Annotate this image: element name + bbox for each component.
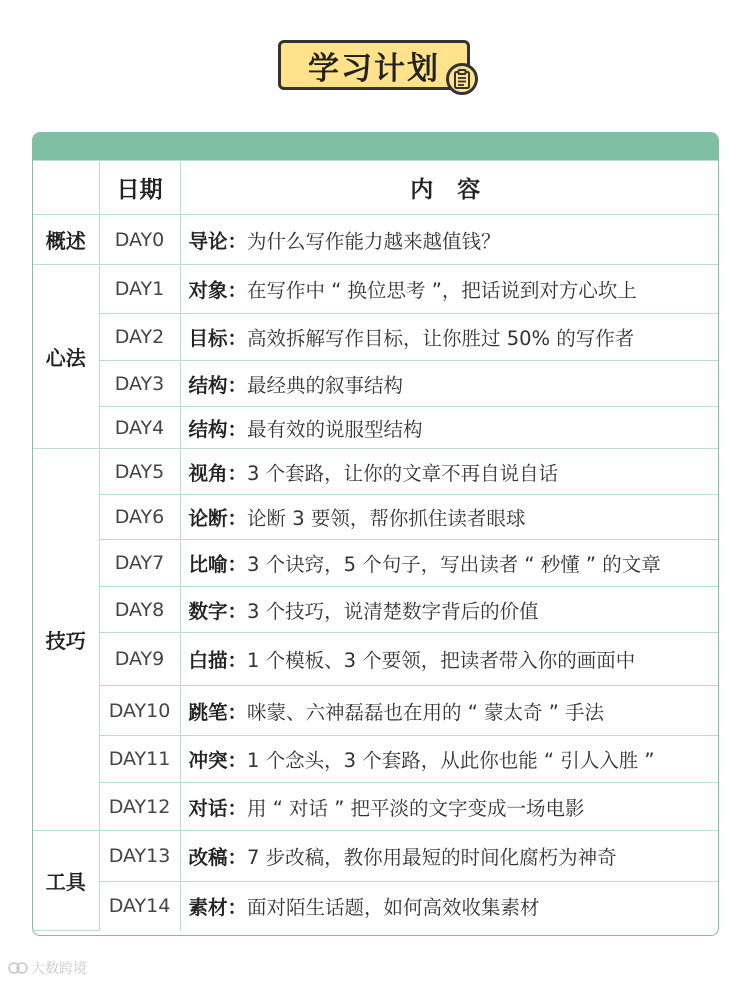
page-title: 学习计划	[278, 40, 470, 90]
table-row	[33, 314, 718, 361]
day-cell: DAY1	[99, 265, 180, 314]
day-cell: DAY10	[99, 686, 180, 736]
day-cell: DAY4	[99, 407, 180, 449]
day-cell: DAY5	[99, 449, 180, 495]
content-text: 3 个诀窍，5 个句子，写出读者 “ 秒懂 ” 的文章	[247, 553, 661, 576]
content-text: 用 “ 对话 ” 把平淡的文字变成一场电影	[247, 796, 585, 820]
table-row	[33, 587, 718, 633]
schedule-card	[32, 132, 719, 936]
day-cell: DAY9	[99, 633, 180, 686]
category-cell: 概述	[33, 215, 99, 265]
table-row	[33, 540, 718, 587]
category-cell: 技巧	[33, 449, 99, 831]
content-text: 3 个技巧，说清楚数字背后的价值	[247, 599, 539, 623]
content-text: 3 个套路，让你的文章不再自说自话	[247, 461, 559, 485]
schedule-table	[33, 160, 718, 931]
content-text: 最有效的说服型结构	[247, 417, 423, 441]
content-label: 数字：	[188, 599, 248, 623]
content-text: 高效拆解写作目标，让你胜过 50% 的写作者	[247, 327, 635, 350]
watermark-logo-icon	[8, 961, 28, 975]
content-text: 1 个念头，3 个套路，从此你也能 “ 引人入胜 ”	[247, 749, 655, 772]
table-row	[33, 882, 718, 931]
content-cell	[180, 540, 718, 587]
content-text: 最经典的叙事结构	[247, 373, 404, 397]
table-row	[33, 449, 718, 495]
content-text: 论断 3 要领，帮你抓住读者眼球	[247, 507, 526, 530]
content-label: 对话：	[188, 796, 248, 820]
content-cell	[180, 407, 718, 449]
content-text: 面对陌生话题，如何高效收集素材	[247, 896, 540, 920]
day-cell: DAY14	[99, 882, 180, 931]
content-text: 1 个模板、3 个要领，把读者带入你的画面中	[247, 649, 636, 672]
content-label: 冲突：	[188, 749, 248, 772]
content-text: 为什么写作能力越来越值钱？	[247, 229, 501, 253]
content-label: 素材：	[188, 896, 248, 920]
table-row	[33, 215, 718, 265]
table-row	[33, 495, 718, 540]
content-label: 目标：	[188, 327, 248, 350]
day-cell: DAY11	[99, 736, 180, 783]
content-label: 改稿：	[188, 846, 248, 869]
table-row	[33, 736, 718, 783]
table-row	[33, 407, 718, 449]
content-label: 比喻：	[188, 553, 248, 576]
content-label: 结构：	[188, 373, 248, 397]
header-date: 日期	[99, 161, 180, 215]
content-label: 对象：	[188, 279, 248, 302]
clipboard-icon	[446, 63, 478, 95]
day-cell: DAY2	[99, 314, 180, 361]
day-cell: DAY8	[99, 587, 180, 633]
content-cell	[180, 449, 718, 495]
watermark-text: 大数跨境	[31, 961, 87, 977]
content-cell	[180, 495, 718, 540]
table-row	[33, 831, 718, 882]
content-cell	[180, 633, 718, 686]
content-cell	[180, 783, 718, 831]
day-cell: DAY0	[99, 215, 180, 265]
day-cell: DAY12	[99, 783, 180, 831]
content-cell	[180, 361, 718, 407]
table-header-row	[33, 161, 718, 215]
content-cell	[180, 882, 718, 931]
content-cell	[180, 587, 718, 633]
content-cell	[180, 265, 718, 314]
content-cell	[180, 736, 718, 783]
title-badge-wrap	[278, 40, 488, 100]
content-label: 视角：	[188, 461, 248, 485]
content-text: 咪蒙、六神磊磊也在用的 “ 蒙太奇 ” 手法	[247, 700, 605, 724]
header-content: 内 容	[180, 161, 718, 215]
content-label: 导论：	[188, 229, 248, 253]
day-cell: DAY6	[99, 495, 180, 540]
content-label: 白描：	[188, 649, 248, 672]
content-label: 论断：	[188, 507, 248, 530]
category-cell: 心法	[33, 265, 99, 449]
content-text: 在写作中 “ 换位思考 ”，把话说到对方心坎上	[247, 279, 637, 302]
content-label: 跳笔：	[188, 700, 248, 724]
category-cell: 工具	[33, 831, 99, 931]
table-row	[33, 686, 718, 736]
day-cell: DAY7	[99, 540, 180, 587]
day-cell: DAY13	[99, 831, 180, 882]
content-text: 7 步改稿，教你用最短的时间化腐朽为神奇	[247, 846, 617, 869]
table-row	[33, 783, 718, 831]
content-cell	[180, 314, 718, 361]
day-cell: DAY3	[99, 361, 180, 407]
table-row	[33, 265, 718, 314]
watermark	[8, 958, 87, 978]
content-cell	[180, 831, 718, 882]
table-row	[33, 633, 718, 686]
table-row	[33, 361, 718, 407]
header-category	[33, 161, 99, 215]
content-cell	[180, 686, 718, 736]
content-label: 结构：	[188, 417, 248, 441]
content-cell	[180, 215, 718, 265]
card-header-bar	[33, 133, 718, 160]
